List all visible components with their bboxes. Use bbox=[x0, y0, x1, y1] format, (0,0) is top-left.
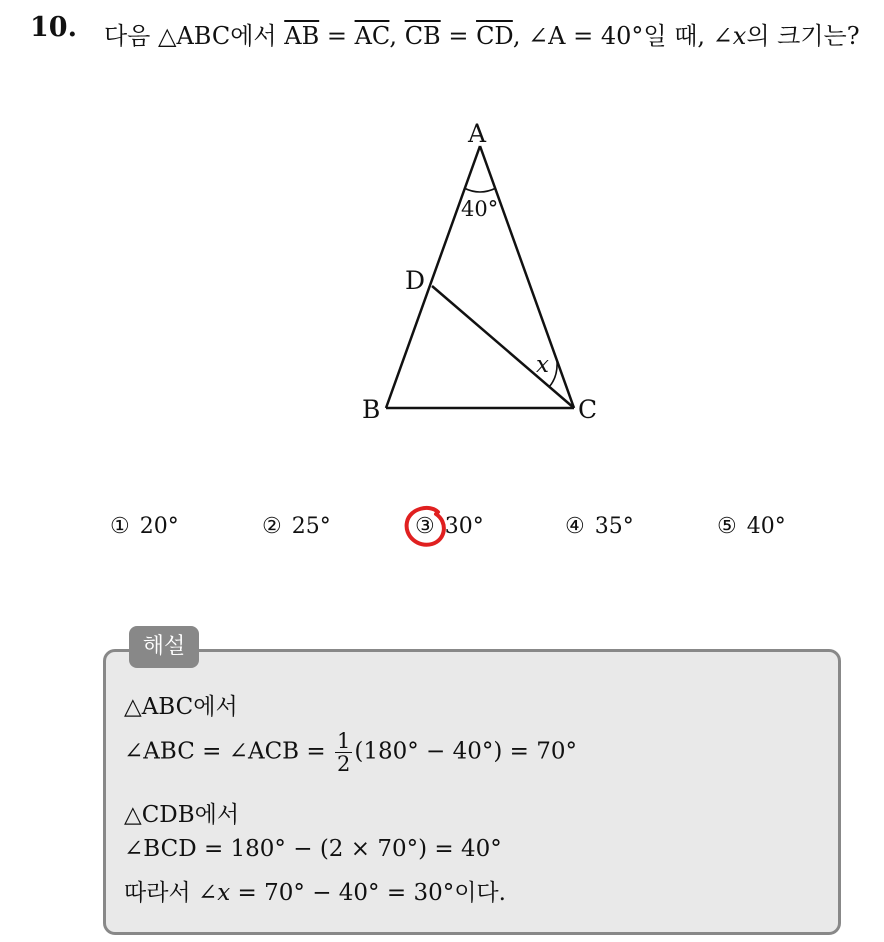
vertex-label-b: B bbox=[362, 395, 381, 424]
comma: , bbox=[389, 22, 405, 50]
choice-2[interactable] bbox=[262, 514, 331, 539]
choice-number: ② bbox=[262, 514, 282, 539]
choice-value: 20° bbox=[139, 514, 179, 539]
edge-ab bbox=[386, 146, 480, 408]
equals-sign: = bbox=[440, 22, 477, 50]
solution-line-4: ∠BCD = 180° − (2 × 70°) = 40° bbox=[124, 836, 502, 862]
solution-line-1: △ABC에서 bbox=[124, 694, 238, 720]
variable-x: x bbox=[732, 22, 747, 50]
angle-arc-x bbox=[549, 361, 557, 387]
choice-number: ① bbox=[110, 514, 130, 539]
solution-line-3: △CDB에서 bbox=[124, 802, 240, 828]
variable-x: x bbox=[217, 880, 231, 906]
choice-4[interactable] bbox=[565, 514, 634, 539]
solution-line-5-suffix: = 70° − 40° = 30°이다. bbox=[230, 880, 506, 906]
vertex-label-d: D bbox=[405, 266, 426, 295]
solution-tab-label: 해설 bbox=[129, 626, 199, 668]
choice-number: ④ bbox=[565, 514, 585, 539]
choice-1[interactable] bbox=[110, 514, 179, 539]
vertex-label-c: C bbox=[578, 395, 598, 424]
choice-number: ③ bbox=[415, 514, 435, 539]
question-text bbox=[104, 14, 874, 58]
selected-answer-circle-icon bbox=[402, 502, 452, 552]
segment-ab: $\overline{AB}$ bbox=[284, 22, 320, 50]
angle-label-a: 40° bbox=[461, 197, 499, 221]
question-number: 10. bbox=[30, 12, 77, 43]
fraction bbox=[335, 730, 352, 775]
choice-value: 25° bbox=[291, 514, 331, 539]
answer-choices bbox=[110, 514, 830, 548]
vertex-label-a: A bbox=[468, 119, 487, 148]
solution-line-2-right: (180° − 40°) = 70° bbox=[354, 738, 578, 765]
triangle-figure bbox=[340, 112, 620, 432]
fraction-denominator: 2 bbox=[336, 752, 351, 776]
choice-5[interactable] bbox=[717, 514, 786, 539]
solution-line-5-prefix: 따라서 ∠ bbox=[124, 880, 218, 906]
question-text-prefix: 다음 △ABC에서 bbox=[104, 22, 285, 50]
segment-cd: $\overline{CD}$ bbox=[476, 22, 513, 50]
question-text-mid: , ∠A = 40°일 때, ∠ bbox=[512, 22, 733, 50]
choice-value: 35° bbox=[594, 514, 634, 539]
solution-line-5 bbox=[124, 874, 506, 907]
choice-number: ⑤ bbox=[717, 514, 737, 539]
equals-sign: = bbox=[319, 22, 355, 50]
segment-ac: $\overline{AC}$ bbox=[354, 22, 390, 50]
choice-value: 40° bbox=[746, 514, 786, 539]
question-text-suffix: 의 크기는? bbox=[746, 22, 860, 50]
fraction-numerator: 1 bbox=[336, 729, 351, 753]
angle-arc-a bbox=[464, 188, 496, 192]
angle-label-x: x bbox=[536, 352, 549, 378]
solution-line-2 bbox=[124, 730, 577, 775]
solution-line-2-left: ∠ABC = ∠ACB = bbox=[124, 738, 333, 765]
choice-value: 30° bbox=[444, 514, 484, 539]
red-circle-stroke bbox=[407, 508, 444, 545]
segment-cb: $\overline{CB}$ bbox=[404, 22, 441, 50]
